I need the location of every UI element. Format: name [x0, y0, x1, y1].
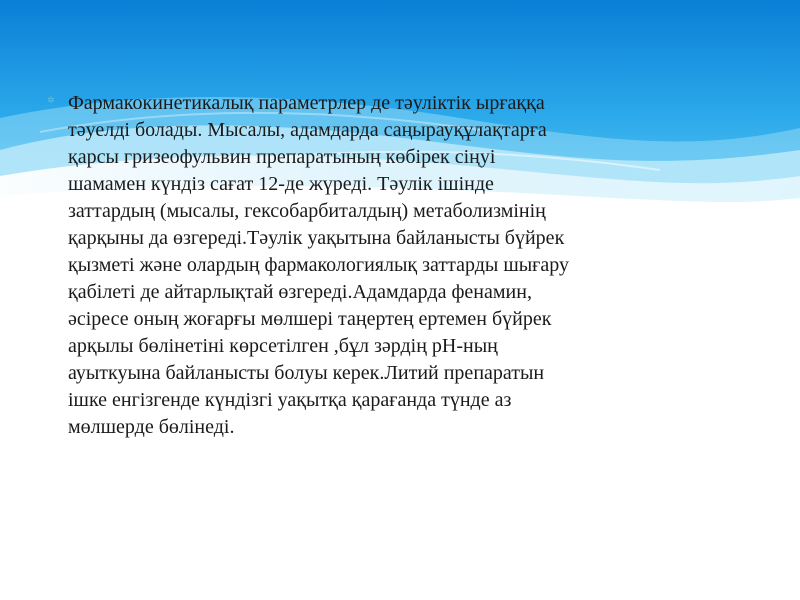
bullet-star-icon: ✲: [47, 96, 55, 106]
slide-body-paragraph: Фармакокинетикалық параметрлер де тәуліктік ырғаққа тәуелді болады. Мысалы, адамдарда саңырауқұлақтарға қарсы гризеофульвин препаратының көбірек сіңуі шамамен күндіз сағат 12-де жүреді. Тәулік ішінде заттардың (мысалы, гексобарбиталдың) метаболизмінің қарқыны да өзгереді.Тәулік уақытына байланысты бүйрек қызметі және олардың фармакологиялық заттарды шығару қабілеті де айтарлықтай өзгереді.Адамдарда фенамин, әсіресе оның жоғарғы мөлшері таңертең ертемен бүйрек арқылы бөлінетіні көрсетілген ,бұл зәрдің рН-ның ауыткуына байланысты болуы керек.Литий препаратын ішке енгізгенде күндізгі уақытқа қарағанда түнде аз мөлшерде бөлінеді.: [68, 92, 569, 438]
